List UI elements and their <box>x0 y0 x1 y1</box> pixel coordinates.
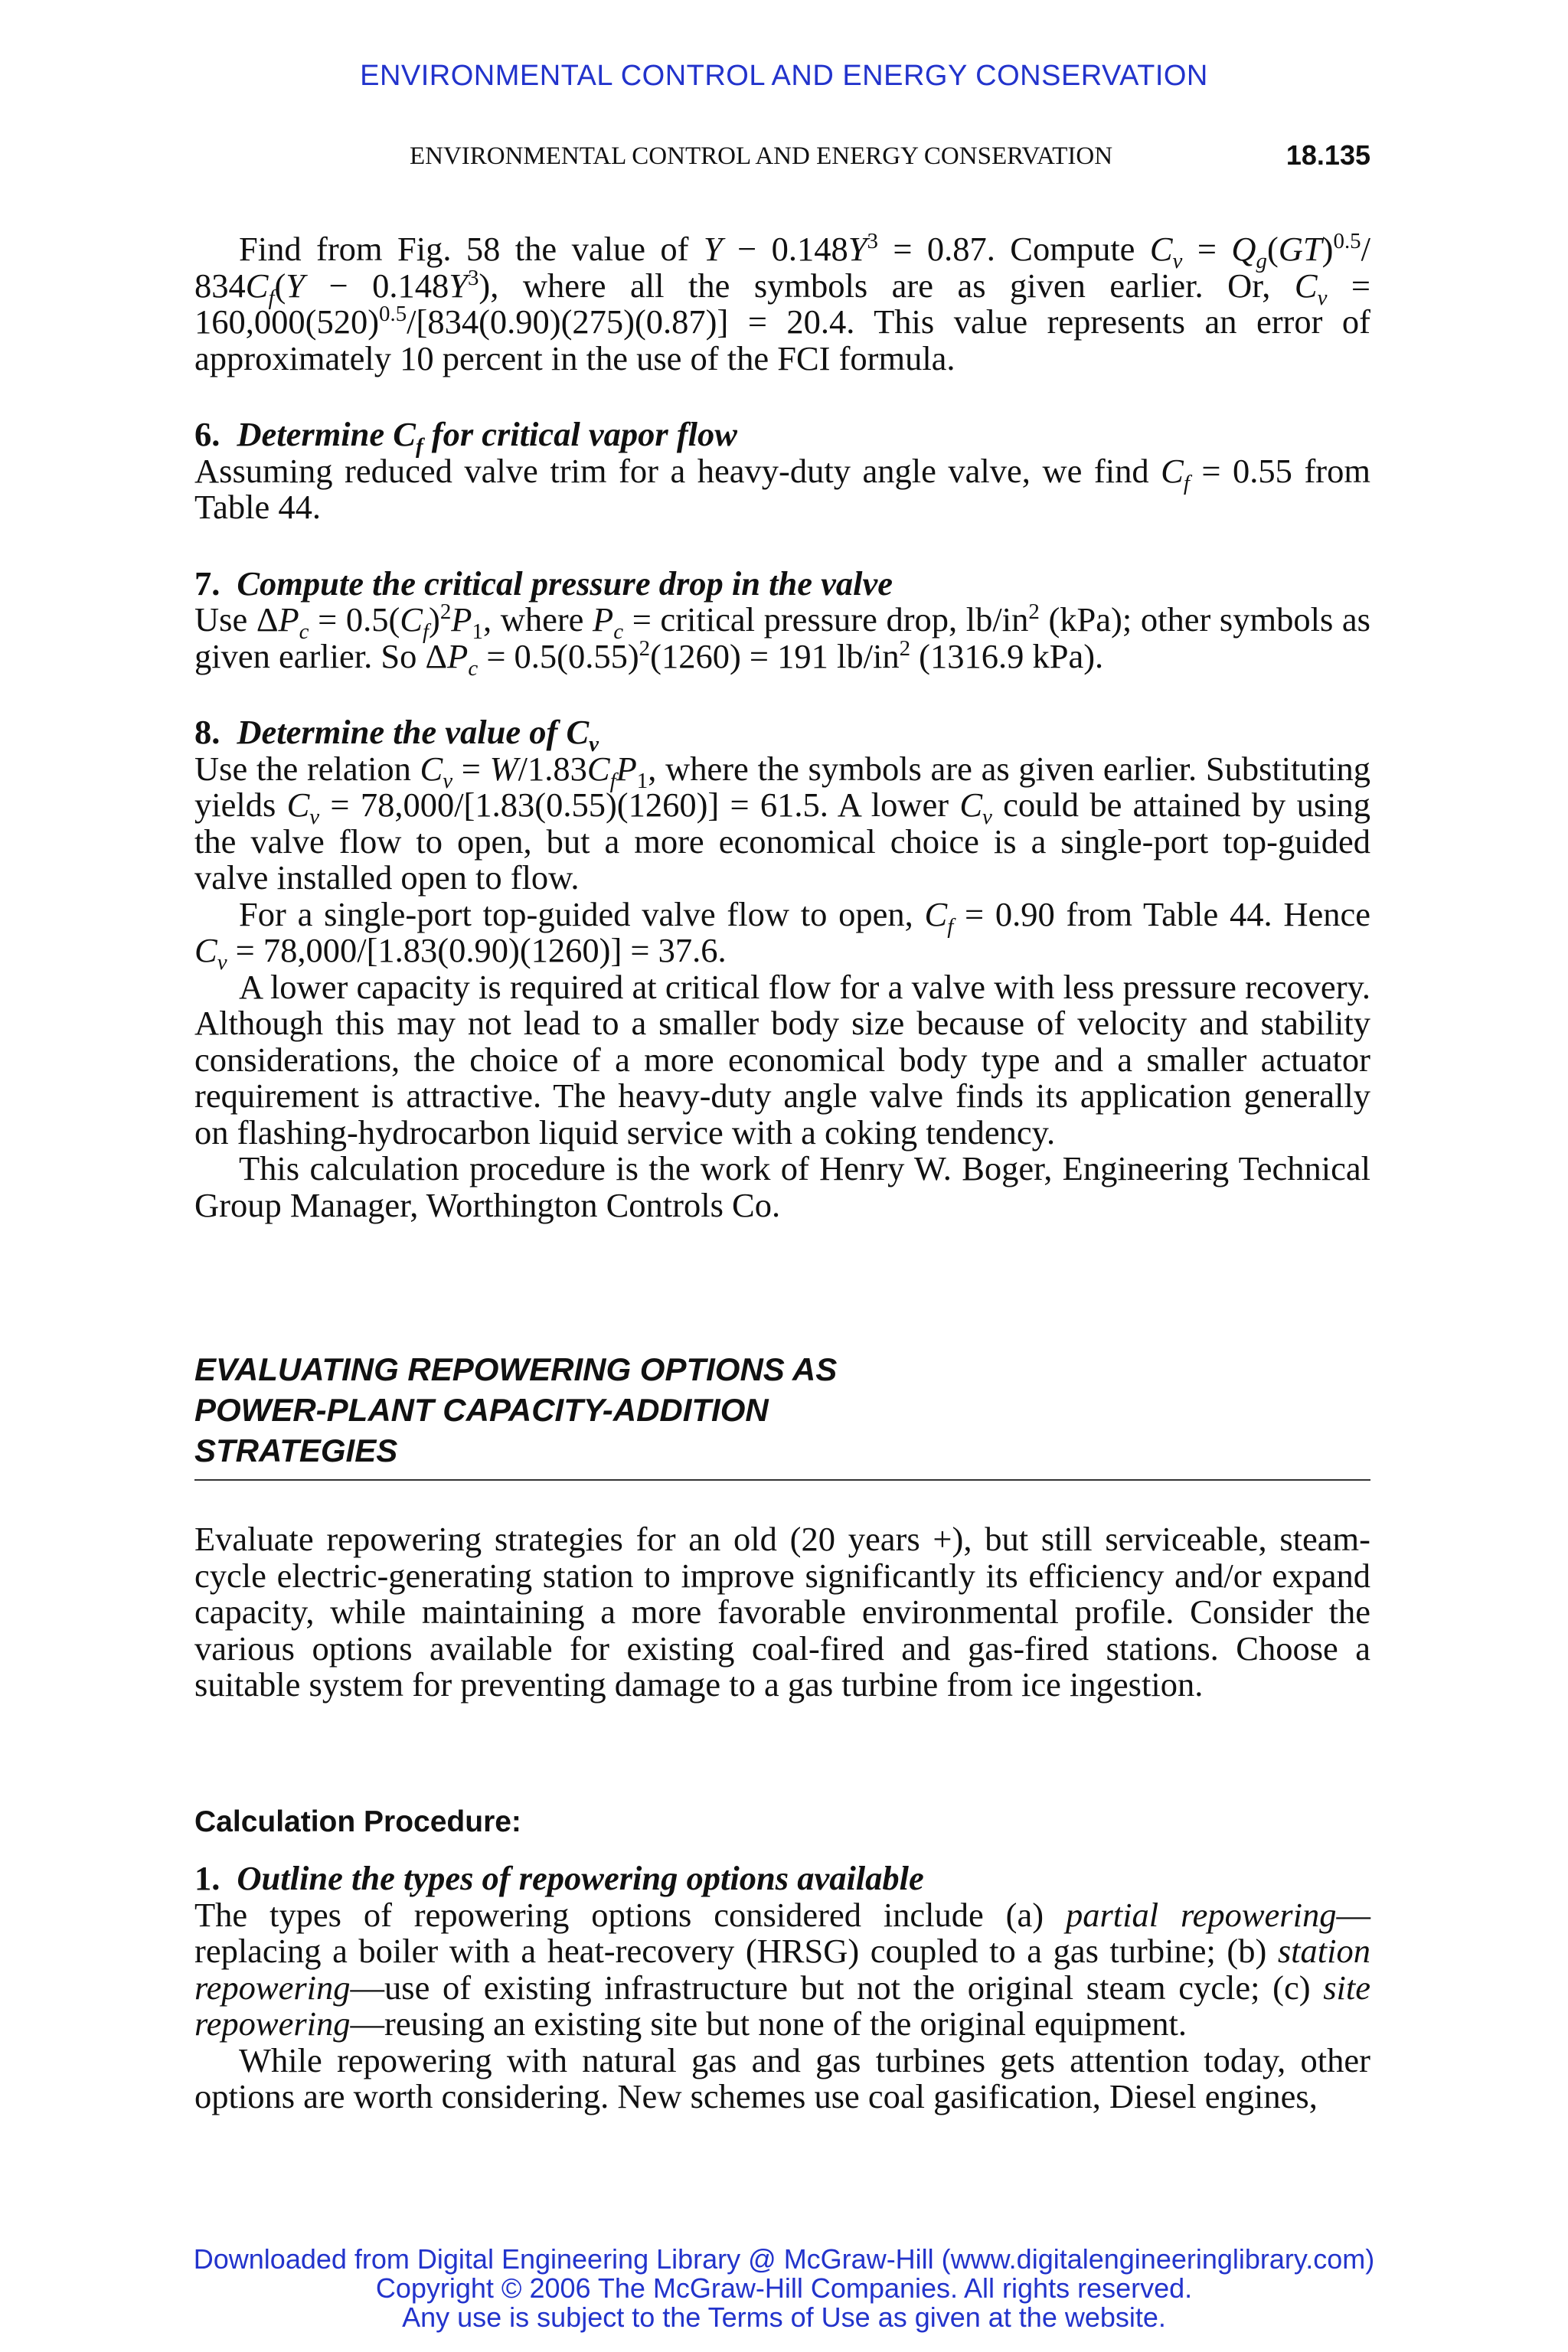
running-title: ENVIRONMENTAL CONTROL AND ENERGY CONSERVATION <box>409 142 1113 170</box>
repower-step-1-heading: 1. Outline the types of repowering options available <box>194 1859 924 1897</box>
body-lower <box>194 1860 1370 2115</box>
step-8-heading: 8. Determine the value of $C_v$ <box>194 713 599 756</box>
step-7-text: Use $\Delta P_c = 0.5(C_f)^2P_1$, where $P_c$ = critical pressure drop, $lb/in^2$ (kPa); other symbols as given earlier. So $\Delta P_c = 0.5(0.55)^2(1260) = 191$ $lb/in^2$ (1316.9 kPa). <box>194 599 1370 681</box>
section-divider <box>194 1479 1370 1481</box>
problem-paragraph: Evaluate repowering strategies for an old (20 years +), but still serviceable, steam-cycle electric-generating station to improve significantly its efficiency and/or expand capacity, while maintaining a more favorable environmental profile. Consider the various options available for existing coal-fired and gas-fired stations. Choose a suitable system for preventing damage to a gas turbine from ice ingestion. <box>194 1520 1370 1704</box>
footer-download-link[interactable]: Downloaded from Digital Engineering Library @ McGraw-Hill (www.digitalengineeringlibrary.com) <box>193 2243 1375 2275</box>
footer-terms-link[interactable]: Any use is subject to the Terms of Use as given at the website. <box>402 2301 1166 2333</box>
footer-copyright: Copyright © 2006 The McGraw-Hill Companies. All rights reserved. <box>375 2272 1193 2304</box>
page-number: 18.135 <box>1285 139 1370 171</box>
step-8-text: Use the relation $C_v = W/1.83C_fP_1$, where the symbols are as given earlier. Substituting yields $C_v = 78,000/[1.83(0.55)(1260)] = 61.5$. A lower $C_v$ could be attained by using the valve flow to open, but a more economical choice is a single-port top-guided valve installed open to flow. <box>194 749 1370 897</box>
paragraph-single-port: For a single-port top-guided valve flow to open, $C_f = 0.90$ from Table 44. Hence $C_v = 78,000/[1.83(0.90)(1260)] = 37.6$. <box>194 894 1371 975</box>
paragraph-attribution: This calculation procedure is the work of Henry W. Boger, Engineering Technical Group Manager, Worthington Controls Co. <box>194 1149 1370 1224</box>
running-header <box>194 139 1370 179</box>
repower-step-1-text: The types of repowering options considered include (a) partial repowering—replacing a boiler with a heat-recovery (HRSG) coupled to a gas turbine; (b) station repowering—use of existing infrastructure but not the original steam cycle; (c) site repowering—reusing an existing site but none of the original equipment. <box>194 1895 1370 2043</box>
download-footer <box>0 2245 1568 2332</box>
paragraph-fci-comparison: Find from Fig. 58 the value of $Y - 0.148Y^3 = 0.87$. Compute $C_v = Q_g(GT)^{0.5}/$ $834C_f(Y - 0.148Y^3)$, where all the symbols are as given earlier. Or, $C_v = 160,000(520)^{0.5}/[834(0.90)(275)(0.87)] = 20.4$. This value represents an error of approximately 10 percent in the use of the FCI formula. <box>194 229 1370 377</box>
paragraph-lower-capacity: A lower capacity is required at critical flow for a valve with less pressure recovery. Although this may not lead to a smaller body size because of velocity and stability considerations, the choice of a more economical body type and a smaller actuator requirement is attractive. The heavy-duty angle valve finds its application generally on flashing-hydrocarbon liquid service with a coking tendency. <box>194 967 1370 1152</box>
step-7-heading: 7. Compute the critical pressure drop in the valve <box>194 564 893 603</box>
body-upper <box>194 231 1370 1223</box>
calculation-procedure-heading: Calculation Procedure: <box>194 1805 521 1838</box>
section-title: EVALUATING REPOWERING OPTIONS AS POWER-PLANT CAPACITY-ADDITION STRATEGIES <box>194 1351 838 1468</box>
step-6-heading: 6. Determine $C_f$ for critical vapor flow <box>194 415 737 459</box>
chapter-link[interactable]: ENVIRONMENTAL CONTROL AND ENERGY CONSERVATION <box>360 60 1208 92</box>
problem-statement <box>194 1521 1370 1704</box>
paragraph-other-options: While repowering with natural gas and gas turbines gets attention today, other options are worth considering. New schemes use coal gasification, Diesel engines, <box>194 2040 1370 2115</box>
step-6-text: Assuming reduced valve trim for a heavy-duty angle valve, we find $C_f = 0.55$ from Table 44. <box>194 451 1370 526</box>
